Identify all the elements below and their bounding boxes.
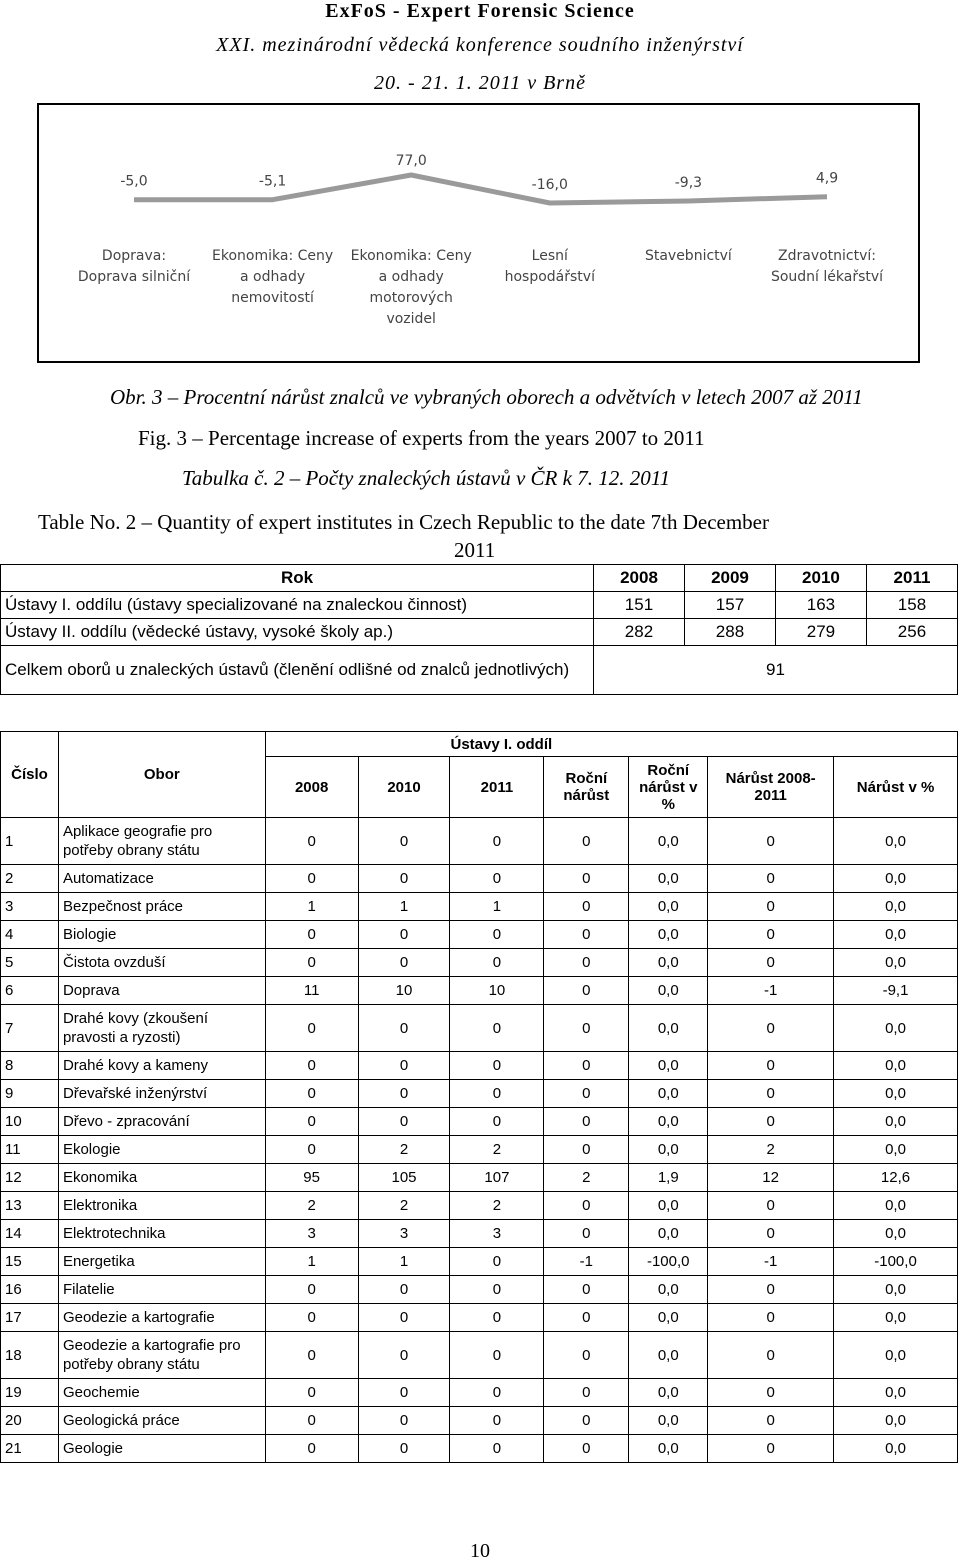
cell-value: 1 (358, 1248, 450, 1276)
cell-value: 2 (450, 1192, 544, 1220)
institutes-count-table (0, 564, 958, 695)
cell-value: 158 (866, 592, 957, 619)
cell-value: 0 (450, 1080, 544, 1108)
cell-value: 0 (358, 1435, 450, 1463)
table-caption-en-year: 2011 (454, 538, 496, 562)
figure-caption-cz: Obr. 3 – Procentní nárůst znalců ve vybraných oborech a odvětvích v letech 2007 až 2011 (110, 385, 863, 409)
field-name: Geodezie a kartografie (58, 1304, 265, 1332)
cell-value: 0,0 (834, 865, 958, 893)
cell-value: 0 (450, 1108, 544, 1136)
cell-value: 0 (544, 1276, 629, 1304)
cell-value: 0 (265, 818, 358, 865)
cell-value: 1,9 (629, 1164, 708, 1192)
table-row (1, 949, 958, 977)
table-row (1, 619, 958, 646)
cell-value: 107 (450, 1164, 544, 1192)
cell-value: 12,6 (834, 1164, 958, 1192)
cell-value: 0 (450, 818, 544, 865)
cell-value: 0 (358, 1379, 450, 1407)
table-row (1, 921, 958, 949)
cell-value: -1 (708, 977, 834, 1005)
header-obor: Obor (58, 732, 265, 818)
cell-value: 151 (594, 592, 685, 619)
cell-value: 0 (358, 865, 450, 893)
table-row (1, 1108, 958, 1136)
cell-value: 0 (544, 1192, 629, 1220)
row-label: Ústavy II. oddílu (vědecké ústavy, vysoké školy ap.) (1, 619, 594, 646)
field-name: Elektronika (58, 1192, 265, 1220)
cell-value: 0 (450, 865, 544, 893)
cell-value: 10 (450, 977, 544, 1005)
cell-value: 0 (358, 921, 450, 949)
cell-value: 3 (358, 1220, 450, 1248)
cell-value: 0,0 (629, 977, 708, 1005)
page-number: 10 (470, 1540, 490, 1562)
cell-value: 0,0 (629, 893, 708, 921)
header-2008: 2008 (265, 757, 358, 818)
total-value (594, 646, 958, 695)
cell-value: -1 (708, 1248, 834, 1276)
data-label: 77,0 (395, 153, 427, 169)
category-label: Stavebnictví (644, 248, 732, 264)
data-label: -16,0 (531, 177, 568, 193)
table-row (1, 1379, 958, 1407)
data-label: -5,1 (258, 173, 287, 190)
table-row (1, 1005, 958, 1052)
cell-value: 0,0 (629, 1379, 708, 1407)
category-label: a odhady (240, 269, 306, 285)
cell-value: 0 (544, 977, 629, 1005)
cell-value: 0 (708, 1080, 834, 1108)
cell-value: 0 (708, 1304, 834, 1332)
cell-value: 2 (708, 1136, 834, 1164)
field-name: Čistota ovzduší (58, 949, 265, 977)
cell-value: 2 (450, 1136, 544, 1164)
table-row (1, 1136, 958, 1164)
cell-value: 0 (708, 865, 834, 893)
cell-value: 0 (265, 1379, 358, 1407)
table-row (1, 1407, 958, 1435)
cell-value: 0 (544, 1304, 629, 1332)
field-name: Elektrotechnika (58, 1220, 265, 1248)
cell-value: 0 (708, 893, 834, 921)
table-row (1, 1304, 958, 1332)
cell-value: 0 (708, 1052, 834, 1080)
table-row (1, 1276, 958, 1304)
field-name: Geologie (58, 1435, 265, 1463)
data-label: -9,3 (674, 174, 703, 191)
year-header: 2008 (594, 565, 685, 592)
cell-value: 0 (450, 949, 544, 977)
cell-value: 0,0 (834, 1220, 958, 1248)
total-value-text: 91 (766, 660, 785, 679)
cell-value: 0 (708, 921, 834, 949)
cell-value: 0 (265, 1005, 358, 1052)
row-number: 13 (1, 1192, 59, 1220)
cell-value: 1 (450, 893, 544, 921)
cell-value: 2 (358, 1192, 450, 1220)
cell-value: 0 (708, 949, 834, 977)
cell-value: 0 (450, 1052, 544, 1080)
row-number: 15 (1, 1248, 59, 1276)
conference-date: 20. - 21. 1. 2011 v Brně (374, 72, 586, 94)
cell-value: 0 (708, 1192, 834, 1220)
series-line (134, 175, 827, 203)
figure-3-chart (37, 103, 920, 363)
cell-value: 0 (265, 949, 358, 977)
row-number: 18 (1, 1332, 59, 1379)
table-row (1, 1164, 958, 1192)
header-narust-pct: Nárůst v % (834, 757, 958, 818)
cell-value: 0 (708, 1220, 834, 1248)
cell-value: 0 (358, 1276, 450, 1304)
header-rocni-narust: Roční nárůst (544, 757, 629, 818)
cell-value: 2 (358, 1136, 450, 1164)
cell-value: 0 (544, 1332, 629, 1379)
header-narust-2008-2011: Nárůst 2008-2011 (708, 757, 834, 818)
cell-value: 0 (265, 1304, 358, 1332)
cell-value: 0 (450, 1304, 544, 1332)
cell-value: 0 (544, 865, 629, 893)
cell-value: 0 (544, 1108, 629, 1136)
cell-value: 0,0 (629, 818, 708, 865)
cell-value: 0 (265, 865, 358, 893)
cell-value: 0 (265, 921, 358, 949)
field-name: Aplikace geografie pro potřeby obrany státu (58, 818, 265, 865)
cell-value: 0 (265, 1136, 358, 1164)
cell-value: 0,0 (834, 1136, 958, 1164)
cell-value: 0,0 (834, 818, 958, 865)
category-label: vozidel (386, 311, 436, 327)
cell-value: 0 (265, 1080, 358, 1108)
row-number: 19 (1, 1379, 59, 1407)
category-label: Doprava: (101, 248, 167, 264)
table-row (1, 865, 958, 893)
cell-value: 1 (265, 1248, 358, 1276)
cell-value: 288 (684, 619, 775, 646)
table-row (1, 1248, 958, 1276)
cell-value: 0,0 (629, 1108, 708, 1136)
row-number: 11 (1, 1136, 59, 1164)
figure-caption-en: Fig. 3 – Percentage increase of experts from the years 2007 to 2011 (138, 426, 705, 450)
cell-value: 0 (708, 818, 834, 865)
cell-value: 0 (265, 1052, 358, 1080)
field-name: Biologie (58, 921, 265, 949)
cell-value: 11 (265, 977, 358, 1005)
cell-value: 0 (544, 1136, 629, 1164)
cell-value: 1 (265, 893, 358, 921)
cell-value: 0,0 (834, 893, 958, 921)
category-label: hospodářství (504, 269, 595, 285)
header-group-text: Ústavy I. oddíl (450, 735, 553, 753)
table-row (1, 893, 958, 921)
table-row (1, 818, 958, 865)
row-number: 17 (1, 1304, 59, 1332)
row-label: Ústavy I. oddílu (ústavy specializované na znaleckou činnost) (1, 592, 594, 619)
category-label: Ekonomika: Ceny (350, 248, 472, 264)
fields-table-body (1, 818, 958, 1463)
cell-value: 2 (544, 1164, 629, 1192)
table-row (1, 1332, 958, 1379)
cell-value: 0 (358, 1332, 450, 1379)
field-name: Energetika (58, 1248, 265, 1276)
cell-value: 0 (450, 921, 544, 949)
cell-value: 0,0 (834, 1276, 958, 1304)
cell-value: 0,0 (629, 921, 708, 949)
cell-value: 0 (265, 1332, 358, 1379)
row-number: 8 (1, 1052, 59, 1080)
cell-value: 0,0 (834, 1379, 958, 1407)
cell-value: 0 (265, 1276, 358, 1304)
data-label: 4,9 (815, 170, 839, 187)
row-number: 20 (1, 1407, 59, 1435)
cell-value: 0 (450, 1332, 544, 1379)
cell-value: 0,0 (629, 1052, 708, 1080)
conference-subtitle: XXI. mezinárodní vědecká konference soudního inženýrství (216, 34, 744, 56)
cell-value: 0,0 (629, 1407, 708, 1435)
cell-value: 0,0 (834, 1407, 958, 1435)
cell-value: 0,0 (834, 1192, 958, 1220)
cell-value: 0 (450, 1005, 544, 1052)
row-number: 10 (1, 1108, 59, 1136)
row-number: 16 (1, 1276, 59, 1304)
field-name: Geologická práce (58, 1407, 265, 1435)
cell-value: 0 (544, 1080, 629, 1108)
table-header-row (1, 565, 958, 592)
header-2011: 2011 (450, 757, 544, 818)
cell-value: 0 (450, 1379, 544, 1407)
cell-value: 0,0 (834, 1108, 958, 1136)
category-label: Doprava silniční (77, 269, 191, 285)
row-number: 4 (1, 921, 59, 949)
field-name: Automatizace (58, 865, 265, 893)
cell-value: 0 (544, 1379, 629, 1407)
category-label: Zdravotnictví: (778, 248, 876, 264)
header-rocni-narust-pct: Roční nárůst v % (629, 757, 708, 818)
chart-svg (39, 105, 922, 365)
year-header-label: Rok (1, 565, 594, 592)
total-label: Celkem oborů u znaleckých ústavů (členění odlišné od znalců jednotlivých) (1, 646, 594, 695)
cell-value: 1 (358, 893, 450, 921)
field-name: Bezpečnost práce (58, 893, 265, 921)
row-number: 1 (1, 818, 59, 865)
cell-value: 0 (708, 1108, 834, 1136)
cell-value: 0 (544, 921, 629, 949)
table-caption-cz: Tabulka č. 2 – Počty znaleckých ústavů v ČR k 7. 12. 2011 (182, 466, 671, 490)
category-label: motorových (369, 290, 453, 306)
cell-value: 0 (544, 1435, 629, 1463)
row-number: 21 (1, 1435, 59, 1463)
cell-value: 0 (708, 1379, 834, 1407)
cell-value: 157 (684, 592, 775, 619)
cell-value: 105 (358, 1164, 450, 1192)
cell-value: 0,0 (629, 1005, 708, 1052)
field-name: Drahé kovy (zkoušení pravosti a ryzosti) (58, 1005, 265, 1052)
cell-value: 0,0 (834, 949, 958, 977)
cell-value: -9,1 (834, 977, 958, 1005)
cell-value: 0,0 (629, 949, 708, 977)
cell-value: 0 (358, 1407, 450, 1435)
cell-value: 0 (450, 1248, 544, 1276)
table-row (1, 1192, 958, 1220)
cell-value: 0 (544, 1005, 629, 1052)
cell-value: 0 (265, 1108, 358, 1136)
table-row (1, 1220, 958, 1248)
cell-value: 0 (544, 893, 629, 921)
row-number: 7 (1, 1005, 59, 1052)
cell-value: 0,0 (629, 1080, 708, 1108)
cell-value: 0,0 (834, 1435, 958, 1463)
cell-value: 0,0 (834, 921, 958, 949)
year-header: 2010 (775, 565, 866, 592)
cell-value: 0 (265, 1407, 358, 1435)
cell-value: 0 (708, 1276, 834, 1304)
cell-value: 3 (265, 1220, 358, 1248)
field-name: Geodezie a kartografie pro potřeby obrany státu (58, 1332, 265, 1379)
cell-value: 0,0 (629, 1220, 708, 1248)
year-header: 2009 (684, 565, 775, 592)
cell-value: 0 (358, 1005, 450, 1052)
field-name: Doprava (58, 977, 265, 1005)
field-name: Drahé kovy a kameny (58, 1052, 265, 1080)
table-row (1, 1435, 958, 1463)
cell-value: 0 (450, 1407, 544, 1435)
cell-value: 0,0 (834, 1332, 958, 1379)
cell-value: 0 (358, 949, 450, 977)
cell-value: 0 (708, 1435, 834, 1463)
cell-value: -100,0 (629, 1248, 708, 1276)
fields-table (0, 731, 958, 1463)
row-number: 6 (1, 977, 59, 1005)
header-group (265, 732, 957, 757)
cell-value: 0 (544, 818, 629, 865)
table-header-row (1, 732, 958, 757)
cell-value: 0 (265, 1435, 358, 1463)
table-row (1, 1080, 958, 1108)
data-label: -5,0 (120, 173, 148, 190)
row-number: 9 (1, 1080, 59, 1108)
cell-value: -1 (544, 1248, 629, 1276)
cell-value: 0 (358, 1108, 450, 1136)
cell-value: 0 (708, 1332, 834, 1379)
cell-value: 0,0 (629, 1192, 708, 1220)
cell-value: 10 (358, 977, 450, 1005)
cell-value: 256 (866, 619, 957, 646)
cell-value: 0 (544, 949, 629, 977)
cell-value: 0,0 (834, 1080, 958, 1108)
table-row (1, 592, 958, 619)
table-caption-en: Table No. 2 – Quantity of expert institutes in Czech Republic to the date 7th December (38, 510, 769, 534)
table-row (1, 1052, 958, 1080)
cell-value: 3 (450, 1220, 544, 1248)
category-label: Soudní lékařství (770, 269, 884, 285)
category-label: Lesní (531, 248, 568, 264)
cell-value: 163 (775, 592, 866, 619)
cell-value: 0 (450, 1276, 544, 1304)
field-name: Geochemie (58, 1379, 265, 1407)
row-number: 12 (1, 1164, 59, 1192)
conference-title: ExFoS - Expert Forensic Science (325, 0, 635, 22)
cell-value: 0,0 (629, 1435, 708, 1463)
cell-value: 95 (265, 1164, 358, 1192)
cell-value: 0 (450, 1435, 544, 1463)
cell-value: 0 (358, 1052, 450, 1080)
row-number: 2 (1, 865, 59, 893)
cell-value: 0 (708, 1407, 834, 1435)
cell-value: 0,0 (629, 1276, 708, 1304)
cell-value: 0,0 (834, 1052, 958, 1080)
cell-value: 0,0 (629, 1304, 708, 1332)
category-label: nemovitostí (231, 290, 314, 306)
cell-value: 0 (544, 1220, 629, 1248)
header-2010: 2010 (358, 757, 450, 818)
cell-value: 0,0 (834, 1304, 958, 1332)
cell-value: 0,0 (629, 865, 708, 893)
cell-value: 0 (358, 818, 450, 865)
cell-value: 279 (775, 619, 866, 646)
field-name: Filatelie (58, 1276, 265, 1304)
table-row (1, 977, 958, 1005)
row-number: 14 (1, 1220, 59, 1248)
header-cislo: Číslo (1, 732, 59, 818)
cell-value: 0,0 (629, 1332, 708, 1379)
cell-value: 0 (544, 1407, 629, 1435)
field-name: Ekonomika (58, 1164, 265, 1192)
field-name: Ekologie (58, 1136, 265, 1164)
cell-value: 0,0 (629, 1136, 708, 1164)
cell-value: 0 (708, 1005, 834, 1052)
row-number: 3 (1, 893, 59, 921)
category-label: a odhady (378, 269, 444, 285)
row-number: 5 (1, 949, 59, 977)
cell-value: 0,0 (834, 1005, 958, 1052)
cell-value: 282 (594, 619, 685, 646)
year-header: 2011 (866, 565, 957, 592)
cell-value: 0 (358, 1080, 450, 1108)
cell-value: -100,0 (834, 1248, 958, 1276)
cell-value: 0 (544, 1052, 629, 1080)
cell-value: 12 (708, 1164, 834, 1192)
cell-value: 0 (358, 1304, 450, 1332)
table-total-row (1, 646, 958, 695)
cell-value: 2 (265, 1192, 358, 1220)
field-name: Dřevařské inženýrství (58, 1080, 265, 1108)
category-label: Ekonomika: Ceny (212, 248, 334, 264)
field-name: Dřevo - zpracování (58, 1108, 265, 1136)
